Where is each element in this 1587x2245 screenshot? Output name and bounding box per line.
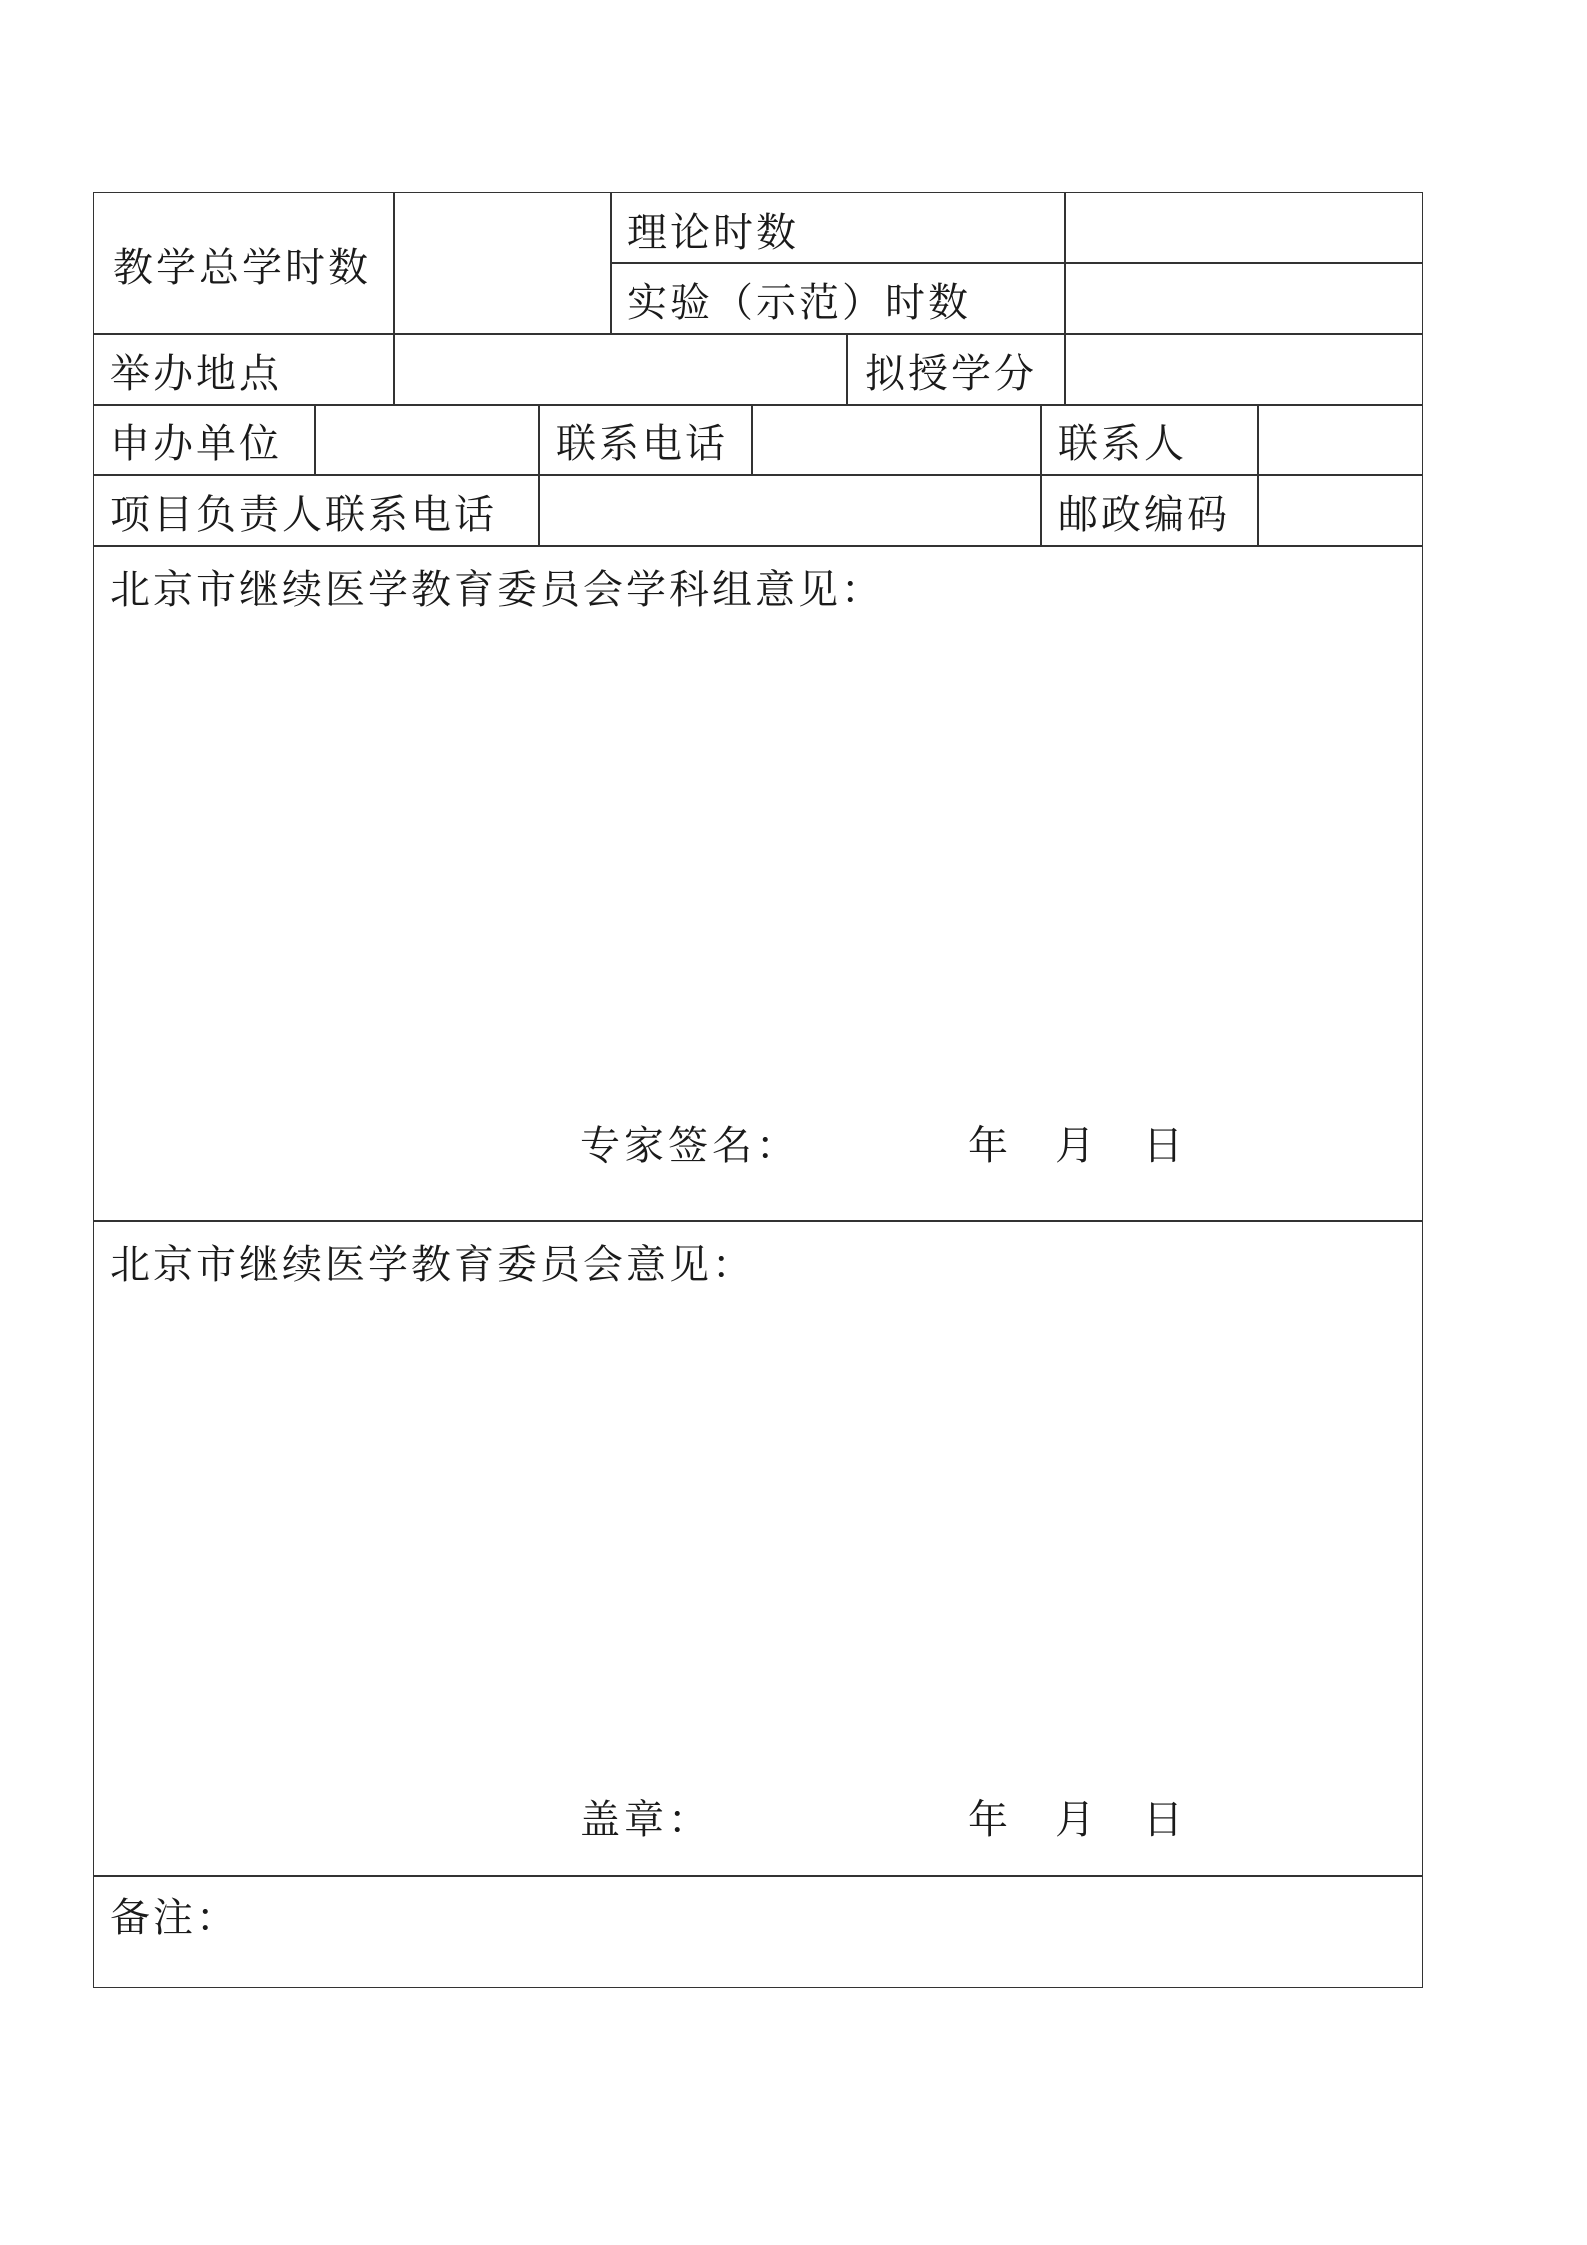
remarks-label: 备注：	[110, 1895, 239, 1941]
theory-hours-field[interactable]	[1066, 194, 1421, 261]
total-hours-label: 教学总学时数	[113, 245, 371, 291]
contact-phone-field[interactable]	[753, 406, 1039, 473]
seal-month: 月	[1055, 1797, 1098, 1843]
applicant-unit-label: 申办单位	[110, 421, 282, 467]
seal-year: 年	[968, 1797, 1011, 1843]
leader-phone-label: 项目负责人联系电话	[110, 492, 497, 538]
signature-day: 日	[1143, 1123, 1186, 1169]
leader-phone-field[interactable]	[540, 476, 1039, 544]
credits-field[interactable]	[1066, 335, 1421, 403]
contact-person-label: 联系人	[1058, 421, 1187, 467]
signature-month: 月	[1055, 1123, 1098, 1169]
expert-signature-label: 专家签名：	[580, 1123, 800, 1169]
committee-opinion-field[interactable]	[95, 1295, 1421, 1775]
seal-day: 日	[1143, 1797, 1186, 1843]
row-divider	[93, 1875, 1423, 1877]
row-divider	[93, 1220, 1423, 1222]
postcode-label: 邮政编码	[1058, 492, 1230, 538]
col-divider	[846, 333, 848, 404]
credits-label: 拟授学分	[865, 351, 1037, 397]
venue-label: 举办地点	[110, 351, 282, 397]
venue-field[interactable]	[395, 335, 845, 403]
postcode-field[interactable]	[1259, 476, 1421, 544]
lab-hours-field[interactable]	[1066, 264, 1421, 332]
applicant-unit-field[interactable]	[316, 406, 537, 473]
signature-year: 年	[968, 1123, 1011, 1169]
committee-opinion-label: 北京市继续医学教育委员会意见：	[110, 1242, 755, 1288]
subject-opinion-label: 北京市继续医学教育委员会学科组意见：	[110, 567, 884, 613]
theory-hours-label: 理论时数	[627, 210, 799, 256]
contact-person-field[interactable]	[1259, 406, 1421, 473]
contact-phone-label: 联系电话	[556, 421, 728, 467]
lab-hours-label: 实验（示范）时数	[627, 280, 971, 326]
seal-label: 盖章：	[580, 1797, 712, 1843]
col-divider	[1040, 404, 1042, 545]
remarks-field[interactable]	[220, 1878, 1420, 1986]
col-divider	[610, 192, 612, 333]
subject-opinion-field[interactable]	[95, 620, 1421, 1100]
total-hours-field[interactable]	[395, 194, 609, 332]
row-divider	[93, 545, 1423, 547]
